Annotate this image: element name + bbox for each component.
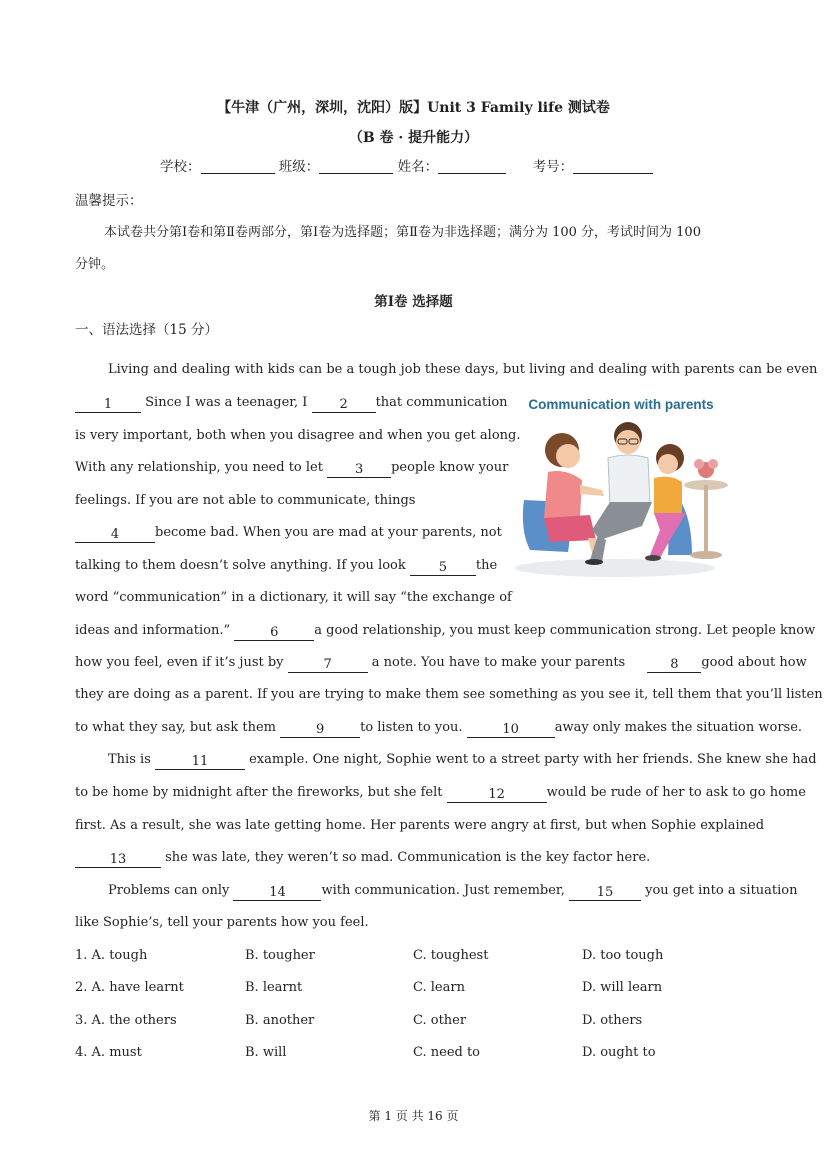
passage-line-5: feelings. If you are not able to communicate, things (75, 493, 416, 508)
option-b[interactable]: B. learnt (245, 980, 303, 995)
option-a[interactable]: A. have learnt (91, 980, 184, 995)
option-b[interactable]: B. tougher (245, 948, 315, 963)
blank-9[interactable]: 9 (280, 722, 360, 738)
question-1: 1. A. tough (75, 948, 148, 963)
blank-14[interactable]: 14 (233, 885, 321, 901)
passage-line-3: is very important, both when you disagree and when you get along. (75, 428, 521, 443)
exam-subtitle: （B 卷 · 提升能力） (348, 130, 479, 146)
option-d[interactable]: D. too tough (582, 948, 664, 963)
passage-line-2: 1 Since I was a teenager, I 2 that communication (75, 395, 508, 413)
blank-10[interactable]: 10 (467, 722, 555, 738)
father-shirt (608, 455, 650, 505)
blank-5[interactable]: 5 (410, 560, 476, 576)
option-c[interactable]: C. other (413, 1013, 467, 1028)
blank-6[interactable]: 6 (234, 625, 314, 641)
option-c[interactable]: C. learn (413, 980, 465, 995)
passage-line-17: Problems can only 14 with communication. Just remember, 15 you get into a situation (108, 883, 798, 900)
passage-line-12: to what they say, but ask them 9 to listen to you. 10 away only makes the situation worse. (75, 720, 803, 737)
blank-11[interactable]: 11 (155, 754, 245, 770)
name-blank[interactable] (438, 159, 506, 174)
passage-line-14: to be home by midnight after the fireworks, but she felt 12 would be rude of her to ask to go home (75, 785, 806, 802)
question-4: 4. A. must (75, 1045, 142, 1060)
passage-line-16: 13 she was late, they weren’t so mad. Communication is the key factor here. (75, 850, 650, 868)
part-title: 第Ⅰ卷 选择题 (374, 294, 453, 310)
school-label: 学校： (160, 159, 201, 175)
tips-line-1: 本试卷共分第Ⅰ卷和第Ⅱ卷两部分，第Ⅰ卷为选择题；第Ⅱ卷为非选择题；满分为 100 分，考试时间为 100 (104, 225, 701, 240)
exam-number-blank[interactable] (573, 159, 653, 174)
passage-line-9: ideas and information.” 6 a good relationship, you must keep communication strong. Let people know (75, 623, 816, 640)
illustration (510, 390, 732, 585)
father-trousers (592, 502, 652, 540)
blank-13[interactable]: 13 (75, 852, 161, 868)
blank-12[interactable]: 12 (447, 787, 547, 803)
class-blank[interactable] (319, 159, 393, 174)
blank-4[interactable]: 4 (75, 527, 155, 543)
blank-7[interactable]: 7 (288, 657, 368, 673)
passage-line-15: first. As a result, she was late getting home. Her parents were angry at first, but when Sophie explained (75, 818, 765, 833)
section-heading: 一、语法选择（15 分） (75, 322, 218, 338)
exam-number-label: 考号： (532, 159, 574, 175)
blank-1[interactable]: 1 (75, 397, 141, 413)
class-label: 班级： (278, 159, 320, 175)
passage-line-6: 4 become bad. When you are mad at your parents, not (75, 525, 502, 543)
father-face (616, 430, 640, 454)
name-label: 姓名： (397, 159, 439, 175)
question-3: 3. A. the others (75, 1013, 177, 1028)
passage-line-11: they are doing as a parent. If you are trying to make them see something as you see it, tell them that you’ll listen (75, 687, 823, 702)
passage-line-1: Living and dealing with kids can be a tough job these days, but living and dealing with parents can be even (108, 362, 818, 377)
blank-15[interactable]: 15 (569, 885, 641, 901)
blank-2[interactable]: 2 (312, 397, 376, 413)
option-b[interactable]: B. will (245, 1045, 287, 1060)
passage-line-8: word “communication” in a dictionary, it will say “the exchange of (75, 590, 512, 605)
tips-line-2: 分钟。 (75, 257, 115, 272)
option-c[interactable]: C. toughest (413, 948, 489, 963)
tips-label: 温馨提示： (75, 193, 143, 209)
option-b[interactable]: B. another (245, 1013, 315, 1028)
option-a[interactable]: A. tough (91, 948, 148, 963)
exam-title: 【牛津（广州，深圳，沈阳）版】Unit 3 Family life 测试卷 (217, 100, 610, 116)
option-c[interactable]: C. need to (413, 1045, 481, 1060)
daughter-face (658, 454, 678, 474)
passage-line-18: like Sophie’s, tell your parents how you feel. (75, 915, 369, 930)
option-a[interactable]: A. must (91, 1045, 142, 1060)
passage-line-4: With any relationship, you need to let 3 people know your (75, 460, 509, 477)
passage-line-10: how you feel, even if it’s just by 7 a note. You have to make your parents 8 good about how (75, 655, 807, 672)
page-footer: 第 1 页 共 16 页 (368, 1109, 459, 1123)
option-d[interactable]: D. others (582, 1013, 643, 1028)
family-conversation-illustration (510, 390, 732, 585)
daughter-shirt (654, 477, 682, 515)
school-blank[interactable] (201, 159, 275, 174)
blank-3[interactable]: 3 (327, 462, 391, 478)
mother-face (556, 444, 580, 468)
illustration-caption: Communication with parents (528, 397, 714, 412)
student-info-row (160, 155, 653, 175)
mother-body (544, 471, 582, 518)
question-2: 2. A. have learnt (75, 980, 184, 995)
passage-line-7: talking to them doesn’t solve anything. If you look 5 the (75, 558, 498, 575)
option-a[interactable]: A. the others (91, 1013, 177, 1028)
blank-8[interactable]: 8 (647, 657, 701, 673)
passage-line-13: This is 11 example. One night, Sophie went to a street party with her friends. She knew she had (108, 752, 817, 769)
option-d[interactable]: D. will learn (582, 980, 663, 995)
option-d[interactable]: D. ought to (582, 1045, 656, 1060)
